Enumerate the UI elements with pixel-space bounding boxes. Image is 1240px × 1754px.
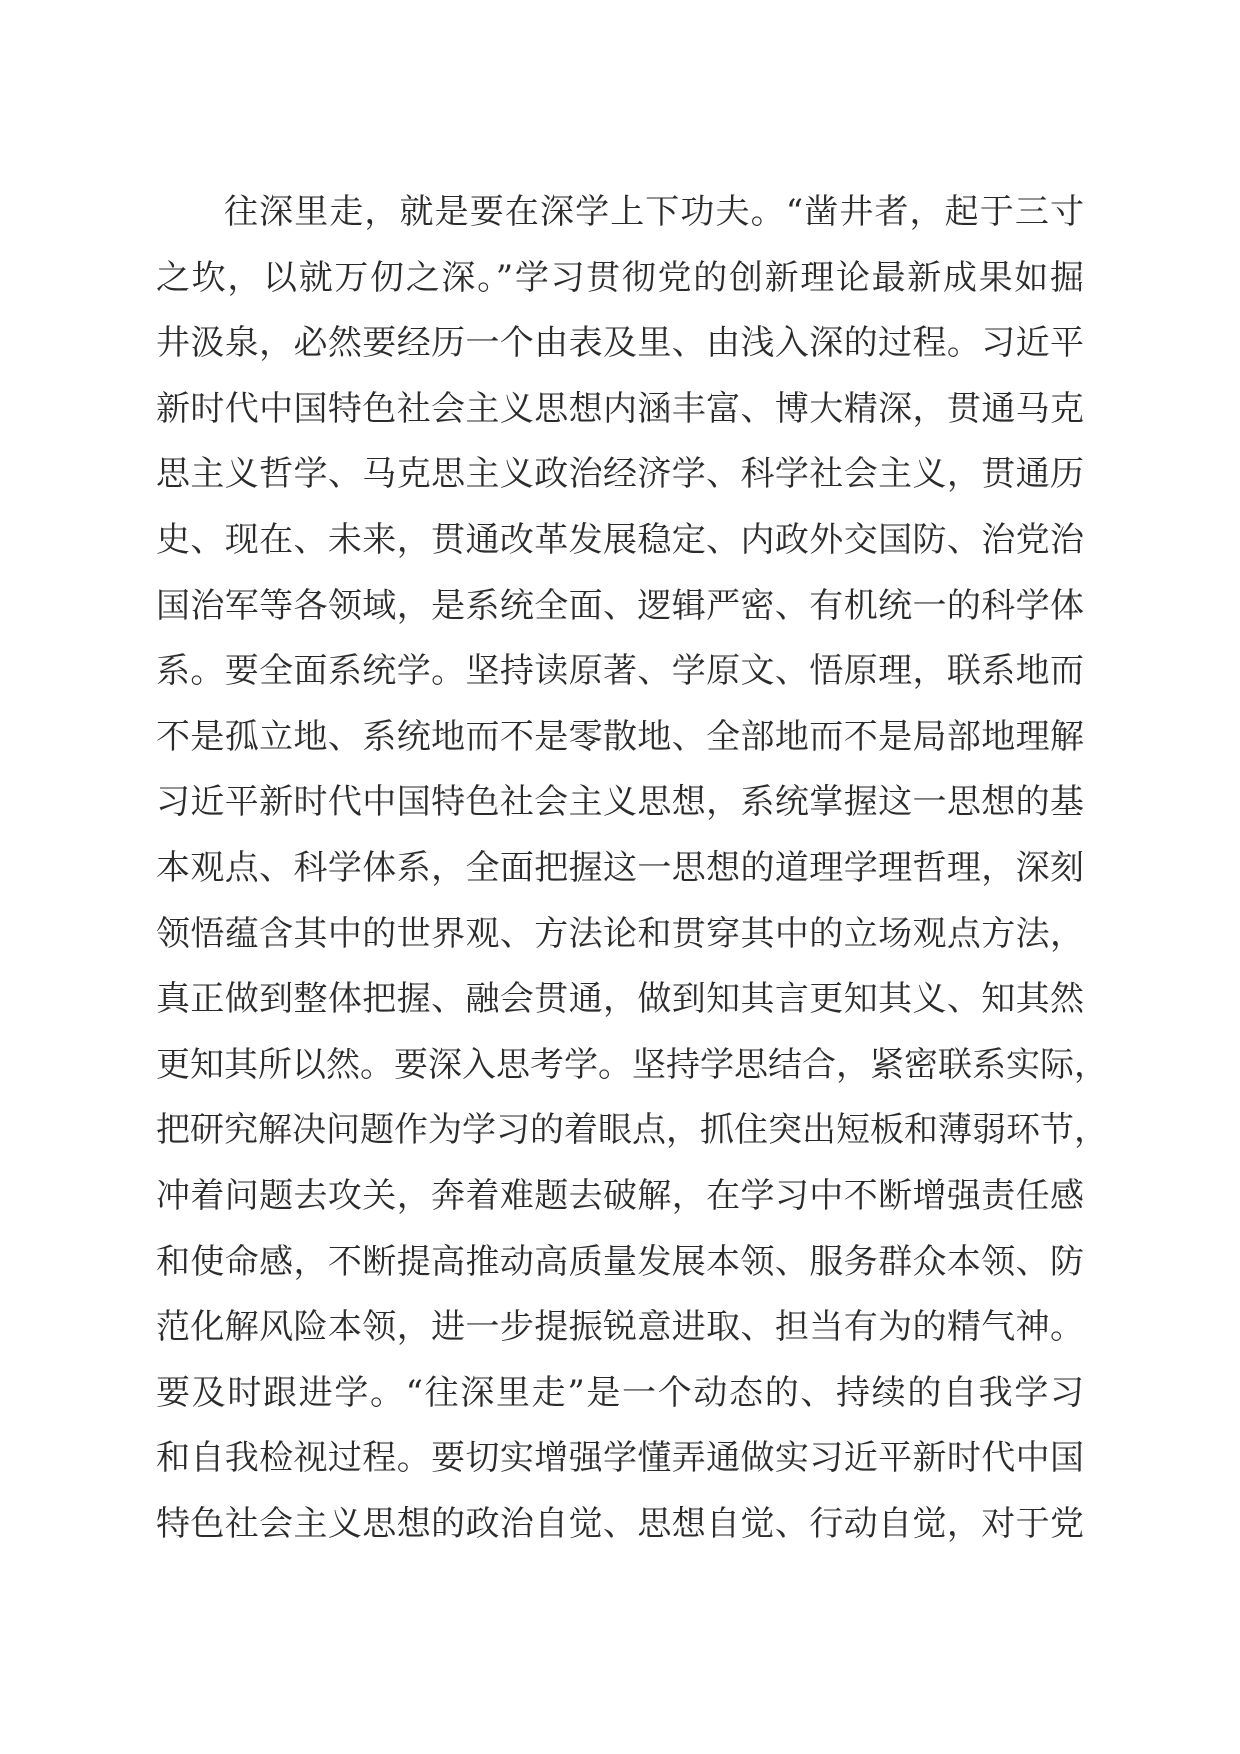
text-line: 真正做到整体把握、融会贯通，做到知其言更知其义、知其然 [156,979,1084,1020]
text-line: 习近平新时代中国特色社会主义思想，系统掌握这一思想的基 [156,782,1084,823]
text-line: 要及时跟进学。“往深里走”是一个动态的、持续的自我学习 [156,1372,1084,1413]
text-line: 史、现在、未来，贯通改革发展稳定、内政外交国防、治党治 [156,519,1084,560]
text-line: 之坎，以就万仞之深。”学习贯彻党的创新理论最新成果如掘 [156,257,1084,298]
text-line: 把研究解决问题作为学习的着眼点，抓住突出短板和薄弱环节， [156,1110,1108,1151]
text-line: 思主义哲学、马克思主义政治经济学、科学社会主义，贯通历 [156,454,1084,495]
body-paragraph [156,186,1108,1563]
text-line: 往深里走，就是要在深学上下功夫。“凿井者，起于三寸 [224,192,1084,232]
text-line: 特色社会主义思想的政治自觉、思想自觉、行动自觉，对于党 [156,1503,1084,1544]
text-line: 国治军等各领域，是系统全面、逻辑严密、有机统一的科学体 [156,585,1084,626]
text-line: 新时代中国特色社会主义思想内涵丰富、博大精深，贯通马克 [156,388,1084,429]
text-line: 系。要全面系统学。坚持读原著、学原文、悟原理，联系地而 [156,651,1084,692]
text-line: 和使命感，不断提高推动高质量发展本领、服务群众本领、防 [156,1241,1084,1282]
text-line: 范化解风险本领，进一步提振锐意进取、担当有为的精气神。 [156,1307,1084,1348]
text-line: 更知其所以然。要深入思考学。坚持学思结合，紧密联系实际， [156,1044,1108,1085]
text-line: 领悟蕴含其中的世界观、方法论和贯穿其中的立场观点方法， [156,913,1084,954]
text-line: 不是孤立地、系统地而不是零散地、全部地而不是局部地理解 [156,716,1084,757]
text-line: 和自我检视过程。要切实增强学懂弄通做实习近平新时代中国 [156,1438,1084,1479]
text-line: 本观点、科学体系，全面把握这一思想的道理学理哲理，深刻 [156,847,1084,888]
text-line: 冲着问题去攻关，奔着难题去破解，在学习中不断增强责任感 [156,1175,1084,1216]
text-line: 井汲泉，必然要经历一个由表及里、由浅入深的过程。习近平 [156,323,1084,364]
